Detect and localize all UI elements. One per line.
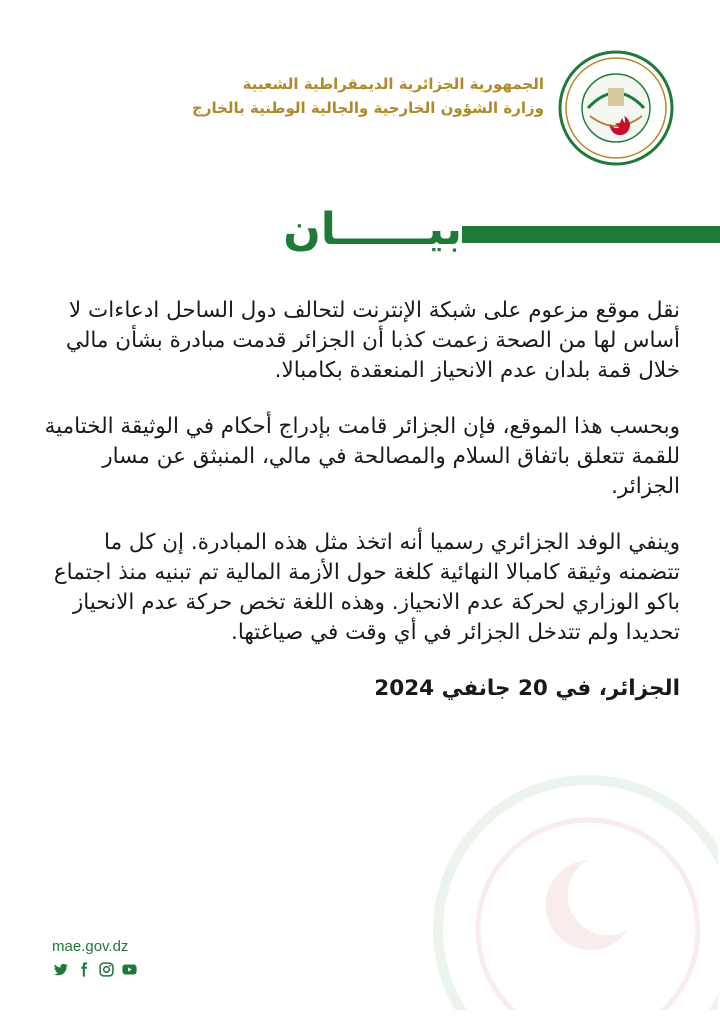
footer [52, 938, 252, 978]
paragraph-3: وينفي الوفد الجزائري رسميا أنه اتخذ مثل هذه المبادرة. إن كل ما تتضمنه وثيقة كامبالا النهائية كلغة حول الأزمة المالية تم تبنيه منذ اجتماع باكو الوزاري لحركة عدم الانحياز. وهذه اللغة تخص حركة عدم الانحياز تحديدا ولم تتدخل الجزائر في أي وقت في صياغتها. [53, 530, 680, 645]
instagram-icon[interactable] [98, 961, 115, 978]
paragraph-1: نقل موقع مزعوم على شبكة الإنترنت لتحالف دول الساحل ادعاءات لا أساس لها من الصحة زعمت كذبا أن الجزائر قدمت مبادرة بشأن مالي خلال قمة بلدان عدم الانحياز المنعقدة بكامبالا. [65, 298, 680, 383]
title-band [462, 226, 720, 243]
republic-name: الجمهورية الجزائرية الديمقراطية الشعبية [242, 75, 544, 93]
statement-body [40, 296, 680, 704]
website-link[interactable]: mae.gov.dz [52, 938, 129, 955]
paragraph-2: وبحسب هذا الموقع، فإن الجزائر قامت بإدراج أحكام في الوثيقة الختامية للقمة تتعلق باتفاق السلام والمصالحة في مالي، المنبثق عن مسار الجزائر. [44, 414, 680, 499]
twitter-icon[interactable] [52, 961, 69, 978]
ministry-name: وزارة الشؤون الخارجية والجالية الوطنية بالخارج [192, 99, 544, 117]
facebook-icon[interactable] [75, 961, 92, 978]
youtube-icon[interactable] [121, 961, 138, 978]
page-title: بيــــــان [283, 204, 462, 255]
date-line: الجزائر، في 20 جانفي 2024 [374, 676, 680, 701]
ministry-emblem [558, 50, 674, 166]
header [124, 72, 544, 120]
emblem-watermark [388, 770, 718, 1010]
social-links [52, 961, 252, 978]
